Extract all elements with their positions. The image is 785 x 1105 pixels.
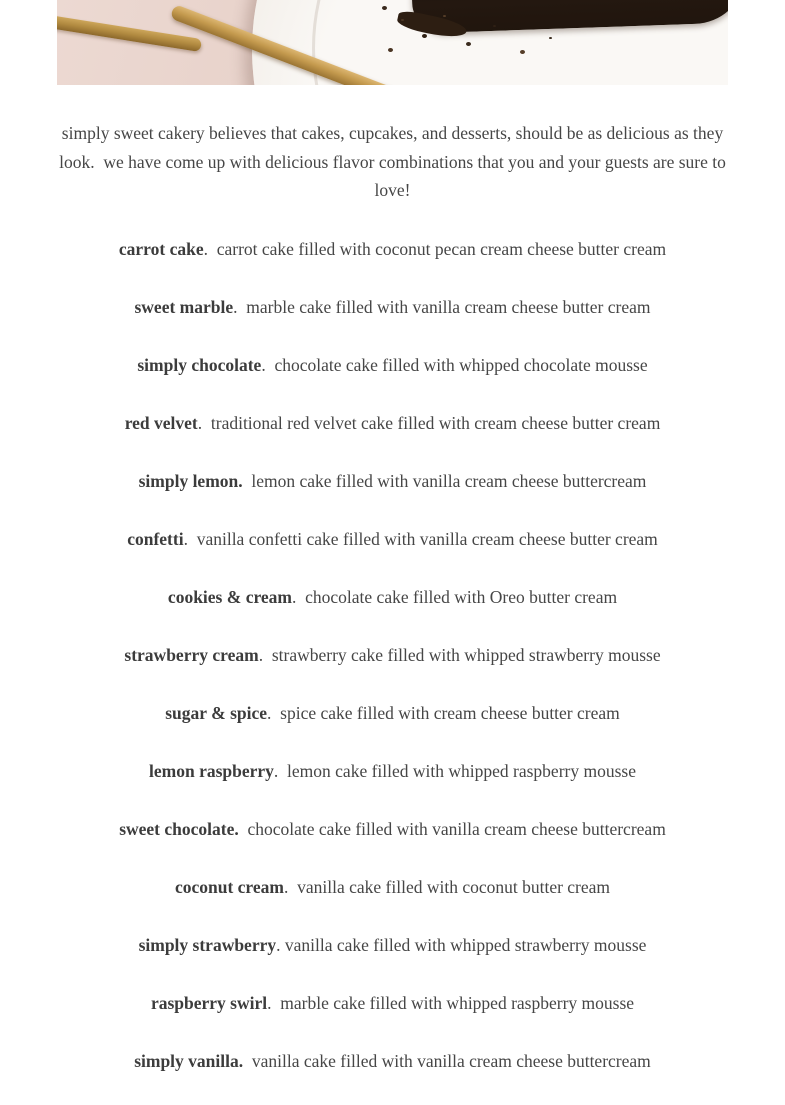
flavor-item: [57, 699, 728, 727]
flavor-description: vanilla confetti cake filled with vanilla cream cheese butter cream: [196, 528, 658, 549]
flavor-separator: [243, 1051, 252, 1071]
flavor-name: simply lemon.: [138, 470, 243, 491]
flavor-item: [57, 351, 728, 379]
flavor-item: [57, 989, 728, 1017]
flavor-item: [57, 525, 728, 553]
flavor-separator: .: [258, 644, 272, 665]
flavor-separator: .: [183, 528, 197, 549]
flavor-description: carrot cake filled with coconut pecan cream cheese butter cream: [216, 238, 667, 259]
flavor-separator: .: [203, 238, 217, 259]
flavor-description: lemon cake filled with whipped raspberry mousse: [287, 760, 636, 781]
flavor-name: raspberry swirl: [150, 992, 268, 1013]
flavor-item: [57, 467, 728, 495]
flavor-separator: .: [233, 296, 247, 317]
flavor-description: traditional red velvet cake filled with cream cheese butter cream: [210, 412, 661, 433]
flavor-name: confetti: [127, 528, 184, 549]
flavor-item: [57, 409, 728, 437]
flavor-item: [57, 235, 728, 263]
flavor-separator: .: [283, 876, 298, 897]
cake-crumbs-shape: [382, 6, 387, 10]
flavor-name: sugar & spice: [165, 702, 268, 723]
flavor-item: [57, 293, 728, 321]
content: [57, 0, 731, 1075]
flavor-description: chocolate cake filled with Oreo butter cream: [305, 586, 618, 607]
flavor-separator: .: [267, 992, 281, 1013]
flavor-separator: .: [261, 354, 275, 375]
flavor-item: [57, 815, 728, 843]
flavor-name: lemon raspberry: [149, 760, 274, 781]
flavor-separator: .: [292, 586, 306, 607]
flavor-name: red velvet: [124, 412, 198, 433]
flavor-name: sweet chocolate.: [119, 818, 239, 839]
flavor-description: marble cake filled with whipped raspberry mousse: [280, 992, 635, 1013]
flavor-name: carrot cake: [118, 238, 204, 259]
flavor-name: simply strawberry: [138, 934, 277, 955]
flavor-separator: .: [273, 760, 288, 781]
flavor-description: vanilla cake filled with whipped strawberry mousse: [284, 934, 647, 955]
flavor-name: cookies & cream: [167, 586, 293, 607]
flavor-description: vanilla cake filled with coconut butter cream: [297, 876, 611, 897]
flavor-description: chocolate cake filled with vanilla cream cheese buttercream: [247, 818, 666, 839]
flavor-name: simply vanilla.: [134, 1050, 244, 1071]
flavor-item: [57, 641, 728, 669]
flavor-item: [57, 757, 728, 785]
flavor-item: [57, 583, 728, 611]
intro-paragraph: simply sweet cakery believes that cakes, cupcakes, and desserts, should be as delicious as they look. we have come up with delicious flavor combinations that you and your guests are sure to love!: [59, 123, 731, 200]
flavor-item: [57, 1047, 728, 1075]
flavor-description: marble cake filled with vanilla cream cheese butter cream: [246, 296, 651, 317]
flavor-item: [57, 931, 728, 959]
flavor-description: spice cake filled with cream cheese butter cream: [280, 702, 620, 723]
flavor-separator: .: [267, 702, 281, 723]
flavor-description: lemon cake filled with vanilla cream cheese buttercream: [251, 470, 647, 491]
flavor-name: coconut cream: [174, 876, 284, 897]
flavor-name: sweet marble: [134, 296, 234, 317]
flavor-separator: .: [197, 412, 211, 433]
flavor-name: simply chocolate: [137, 354, 262, 375]
flavor-separator: .: [276, 934, 285, 955]
flavor-item: [57, 873, 728, 901]
flavor-name: strawberry cream: [124, 644, 259, 665]
flavor-description: vanilla cake filled with vanilla cream cheese buttercream: [251, 1050, 651, 1071]
flavor-description: strawberry cake filled with whipped strawberry mousse: [271, 644, 661, 665]
cake-plate-photo: [57, 0, 728, 85]
flavor-description: chocolate cake filled with whipped chocolate mousse: [274, 354, 648, 375]
